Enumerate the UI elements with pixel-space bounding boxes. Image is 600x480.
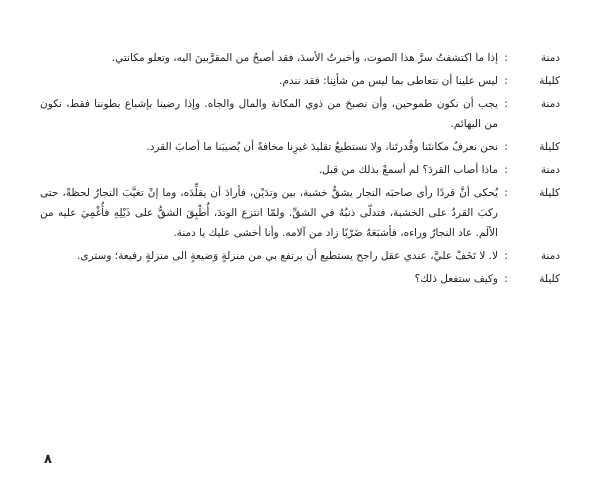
- dialogue-turn: [40, 48, 560, 68]
- speaker-separator: :: [504, 52, 508, 64]
- speaker-name: كليلة: [539, 273, 560, 285]
- speech-text: إذا ما اكتشفتُ سرَّ هذا الصوت، وأخبرتُ الأسدَ، فقد أصبحُ من المقرَّبينَ اليه، وتعلو مكانتي.: [111, 52, 498, 64]
- speaker-separator: :: [504, 141, 508, 153]
- speaker-separator: :: [504, 273, 508, 285]
- speaker-name: كليلة: [539, 75, 560, 87]
- speaker-separator: :: [504, 164, 508, 176]
- speech-text: وكيف ستفعل ذلك؟: [414, 273, 498, 285]
- dialogue-turn: [40, 183, 560, 243]
- page-number: ٨: [44, 452, 52, 467]
- speech-text: يجب أن نكون طموحين، وأن نصبحَ من ذوي المكانة والمال والجاه. وإذا رضينا بإشباع بطوننا فقط، نكون من البهائم.: [40, 98, 498, 130]
- dialogue-turn: [40, 269, 560, 289]
- speaker-separator: :: [504, 187, 508, 199]
- dialogue-turn: [40, 137, 560, 157]
- speaker-separator: :: [504, 75, 508, 87]
- speaker-name: دمنة: [540, 250, 560, 262]
- speech-text: لا. لا تَخَفْ عليَّ، عندي عقل راجح يستطيع أن يرتفع بي من منزلةٍ وَضيعةٍ الى منزلةٍ رفيعة؛ وسترى.: [77, 250, 498, 262]
- speaker-name: كليلة: [539, 141, 560, 153]
- dialogue: [40, 48, 560, 292]
- speaker-name: دمنة: [540, 52, 560, 64]
- speaker-separator: :: [504, 98, 508, 110]
- speaker-separator: :: [504, 250, 508, 262]
- speech-text: نحن نعرفُ مكانتَنا وقُدرتَنا، ولا نستطيعُ تقليدَ غيرِنا مخافةً أن يُصيبَنا ما أصابَ القرد.: [146, 141, 498, 153]
- dialogue-turn: [40, 94, 560, 134]
- dialogue-turn: [40, 160, 560, 180]
- speech-text: ليس علينا أن نتعاطى بما ليس من شأنِنا: فقد نندم.: [279, 75, 498, 87]
- speaker-name: دمنة: [540, 164, 560, 176]
- speech-text: يُحكى أنَّ قردًا رأى صاحبَه النجار يشقُّ خشبة، بين وتدَيْن، فأرادَ أن يقلِّدَه، وما إنْ تغيَّبَ النجارُ لحظةً، حتى ركبَ القردُ على الخشبة، فتدلّى ذنبُهُ في الشقِّ. ولمّا انتزع الوتدَ، أُطْبِقَ الشقُّ على ذَيْلِهِ فأُغْمِيَ عليه من الألَم. عاد النجارُ وراءه، فأشبَعَهُ ضَرْبًا زاد من آلامه. وأنا أخشى عليك يا دمنة.: [40, 187, 498, 239]
- dialogue-turn: [40, 71, 560, 91]
- speaker-name: دمنة: [540, 98, 560, 110]
- dialogue-turn: [40, 246, 560, 266]
- speaker-name: كليلة: [539, 187, 560, 199]
- speech-text: ماذا أصاب القردَ؟ لم أسمعْ بذلك من قبل.: [318, 164, 498, 176]
